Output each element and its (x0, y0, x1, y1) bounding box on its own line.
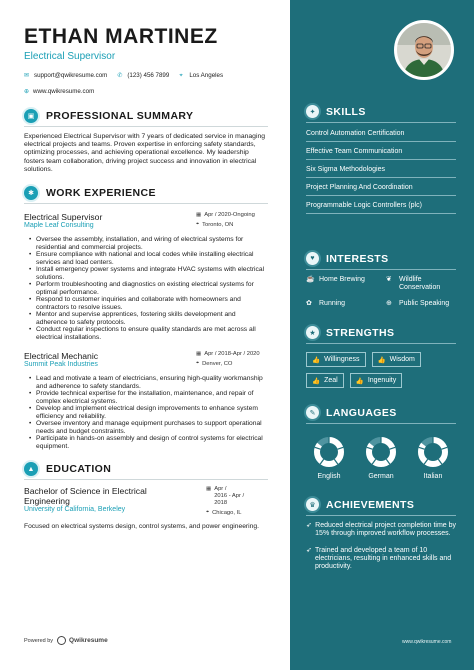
strength-label: Ingenuity (367, 377, 397, 384)
mail-icon: ✉ (24, 72, 30, 79)
thumbs-up-icon: 👍 (355, 377, 364, 385)
strengths-heading: STRENGTHS (326, 326, 395, 339)
brand-name: Qwikresume (69, 637, 108, 644)
graduation-cap-icon: ▲ (24, 462, 38, 476)
job-bullet: • Install emergency power systems and integrate HVAC systems with electrical solutions. (30, 266, 268, 281)
language-label: German (368, 473, 394, 480)
job-bullet: • Lead and motivate a team of electricians, ensuring high-quality workmanship and adherence to safety standards. (30, 375, 268, 390)
thumbs-up-icon: 👍 (312, 356, 321, 364)
skill-item: Control Automation Certification (306, 130, 456, 142)
job-bullet: • Develop and implement electrical design improvements to enhance system efficiency and reliability. (30, 405, 268, 420)
experience-section-header (24, 186, 268, 204)
achievement-text: Reduced electrical project completion time by 15% through improved workflow processes. (315, 522, 457, 538)
language-level-ring (365, 436, 397, 468)
degree-title: Bachelor of Science in Electrical Engineering (24, 486, 147, 507)
qwikresume-logo-icon (57, 636, 66, 645)
education-description: Focused on electrical systems design, control systems, and power engineering. (24, 523, 259, 531)
job-dates: Apr / 2018-Apr / 2020 (204, 351, 260, 358)
email-contact[interactable] (24, 72, 107, 79)
skill-item: Effective Team Communication (306, 148, 456, 160)
phone-text: (123) 456 7899 (127, 72, 170, 79)
job-title: Electrical Mechanic (24, 351, 99, 362)
interest-label: Public Speaking (399, 300, 450, 307)
rocket-icon: ➶ (306, 546, 312, 554)
skills-heading: SKILLS (326, 105, 366, 118)
experience-heading: WORK EXPERIENCE (46, 187, 156, 200)
speech-bubble-icon: ✎ (306, 406, 319, 419)
school-name: University of California, Berkeley (24, 506, 126, 514)
strength-tag (306, 352, 366, 367)
paw-icon: ✿ (306, 300, 312, 307)
skills-section-header (306, 105, 456, 123)
strengths-section-header (306, 326, 456, 344)
skills-list (306, 124, 456, 214)
education-meta (206, 486, 268, 519)
location-pin-icon: ⌖ (206, 509, 210, 516)
skill-item: Programmable Logic Controllers (plc) (306, 202, 456, 214)
job-entry (24, 351, 268, 450)
strengths-tags (306, 352, 460, 388)
interest-label: Running (319, 300, 346, 307)
language-level-ring (417, 436, 449, 468)
strength-label: Willingness (324, 356, 360, 363)
languages-section-header (306, 406, 456, 424)
job-meta (196, 351, 268, 370)
interests-section-header (306, 252, 456, 270)
footer-branding[interactable] (24, 636, 108, 645)
calendar-icon: ▦ (206, 486, 212, 493)
language-item (309, 436, 349, 480)
globe-icon: ⊕ (386, 300, 392, 307)
job-bullet: • Provide technical expertise for the installation, maintenance, and repair of complex electrical systems. (30, 390, 268, 405)
company-name: Summit Peak Industries (24, 361, 98, 369)
job-location: Toronto, ON (202, 221, 234, 228)
skill-item: Project Planning And Coordination (306, 184, 456, 196)
interests-heading: INTERESTS (326, 252, 389, 265)
edu-date-line: 2018 (214, 500, 228, 507)
job-title: Electrical Supervisor (24, 212, 103, 223)
interest-item (306, 276, 386, 292)
education-entry (24, 486, 268, 531)
thumbs-up-icon: 👍 (312, 377, 321, 385)
calendar-icon: ▦ (196, 212, 202, 219)
trophy-icon: ♛ (306, 498, 319, 511)
language-item (413, 436, 453, 480)
location-pin-icon: ⌖ (196, 221, 200, 228)
education-heading: EDUCATION (46, 463, 112, 476)
languages-heading: LANGUAGES (326, 406, 397, 419)
languages-list (306, 436, 456, 480)
interest-item (386, 276, 466, 292)
interest-item (386, 300, 466, 308)
job-entry (24, 212, 268, 341)
job-bullets (24, 375, 268, 450)
job-bullet: • Mentor and supervise apprentices, fostering skills development and adherence to safety protocols. (30, 311, 268, 326)
interests-grid (306, 276, 466, 308)
interest-item (306, 300, 386, 308)
job-location: Denver, CO (202, 360, 233, 367)
job-bullet: • Ensure compliance with national and local codes while installing electrical services and load centers. (30, 251, 268, 266)
strength-tag (306, 373, 344, 388)
job-bullet: • Participate in hands-on assembly and design of control systems for electrical equipment. (30, 435, 268, 450)
achievement-item (306, 522, 458, 539)
heart-icon: ♥ (306, 252, 319, 265)
globe-icon: ⊕ (24, 89, 30, 95)
profile-photo (394, 20, 454, 80)
location-text: Los Angeles (189, 72, 224, 79)
language-label: English (317, 473, 341, 480)
achievements-heading: ACHIEVEMENTS (326, 498, 415, 511)
profile-avatar-icon (397, 23, 451, 77)
achievement-text: Trained and developed a team of 10 electricians, resulting in enhanced skills and productivity. (314, 546, 452, 571)
sidebar-column (290, 0, 474, 670)
gear-icon: ✱ (24, 186, 38, 200)
candidate-name: ETHAN MARTINEZ (24, 25, 218, 48)
company-name: Maple Leaf Consulting (24, 222, 94, 230)
job-meta (196, 212, 268, 231)
footer-url[interactable]: www.qwikresume.com (402, 639, 452, 645)
summary-heading: PROFESSIONAL SUMMARY (46, 110, 194, 122)
candidate-title: Electrical Supervisor (24, 51, 116, 62)
job-bullet: • Conduct regular inspections to ensure quality standards are met across all electrical installations. (30, 326, 268, 341)
skill-item: Six Sigma Methodologies (306, 166, 456, 178)
education-section-header (24, 462, 268, 480)
interest-label: Home Brewing (319, 276, 365, 283)
interest-label: Wildlife Conservation (399, 276, 441, 291)
website-row[interactable] (24, 88, 268, 95)
edu-date-line: Apr / (214, 486, 227, 493)
rocket-icon: ➶ (306, 522, 312, 529)
summary-section-header (24, 109, 268, 127)
job-bullet: • Perform troubleshooting and diagnostics on existing electrical systems for optimal performance. (30, 281, 268, 296)
location-contact (179, 72, 223, 79)
edu-date-line: 2016 - Apr / (214, 493, 245, 500)
job-bullet: • Oversee inventory and manage equipment purchases to support operational needs and budget constraints. (30, 420, 268, 435)
edu-location: Chicago, IL (212, 509, 242, 516)
powered-by-text: Powered by (24, 637, 54, 644)
job-bullet: • Oversee the assembly, installation, and wiring of electrical systems for residential and commercial projects. (30, 236, 268, 251)
language-label: Italian (423, 473, 443, 480)
website-text: www.qwikresume.com (33, 88, 95, 95)
achievements-list (306, 514, 458, 571)
job-bullets (24, 236, 268, 341)
location-pin-icon: ⌖ (179, 72, 183, 79)
location-pin-icon: ⌖ (196, 360, 200, 367)
phone-contact (117, 72, 169, 79)
leaf-icon: ❦ (386, 276, 392, 283)
strength-tag (372, 352, 421, 367)
email-text: support@qwikresume.com (34, 72, 108, 79)
briefcase-icon: ▣ (24, 109, 38, 123)
strength-tag (350, 373, 403, 388)
language-item (361, 436, 401, 480)
contact-row (24, 72, 268, 79)
summary-text: Experienced Electrical Supervisor with 7 years of dedicated service in managing electrical projects and teams. Proven expertise in enforcing safety standards, optimizing processes, and achieving operational excellence. My leadership fosters team collaboration, driving project success and innovation in electrical solutions. (24, 133, 266, 173)
lightbulb-icon: ✦ (306, 105, 319, 118)
star-icon: ★ (306, 326, 319, 339)
job-bullet: • Respond to customer inquiries and collaborate with homeowners and contractors to resolve issues. (30, 296, 268, 311)
achievement-item (306, 547, 458, 572)
phone-icon: ✆ (117, 72, 123, 79)
language-level-ring (313, 436, 345, 468)
job-dates: Apr / 2020-Ongoing (204, 212, 255, 219)
strength-label: Wisdom (389, 356, 415, 363)
mug-icon: ☕ (306, 276, 315, 283)
calendar-icon: ▦ (196, 351, 202, 358)
strength-label: Zeal (324, 377, 338, 384)
thumbs-up-icon: 👍 (377, 356, 386, 364)
